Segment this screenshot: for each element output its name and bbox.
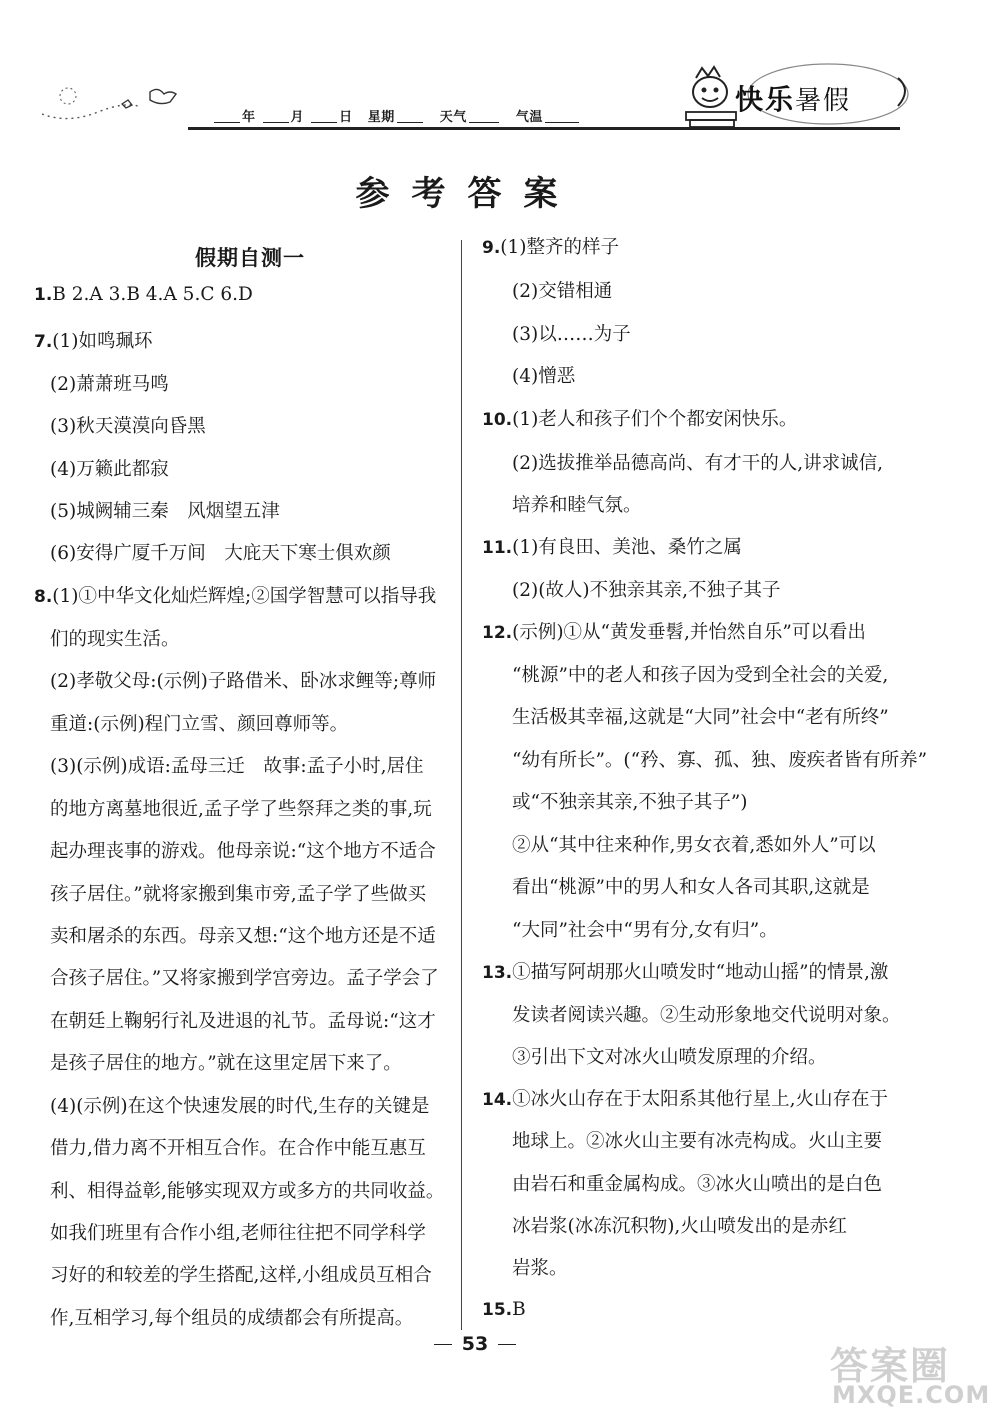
answer-line xyxy=(50,412,206,438)
answer-line xyxy=(34,582,436,608)
answer-text: 培养和睦气氛。 xyxy=(512,495,642,516)
question-number: 11. xyxy=(482,538,513,558)
answer-line xyxy=(50,837,436,863)
answer-text: (3)以……为子 xyxy=(512,324,631,345)
weekday-label: 星期 xyxy=(367,110,395,125)
answer-text: 借力,借力离不开相互合作。在合作中能互惠互 xyxy=(50,1138,426,1159)
logo-text xyxy=(735,78,851,118)
answer-line xyxy=(512,320,631,346)
answer-line xyxy=(482,1299,526,1320)
answer-text: 岩浆。 xyxy=(512,1258,568,1279)
question-number: 10. xyxy=(482,410,513,430)
answer-text: 或“不独亲其亲,不独子其子”) xyxy=(512,792,748,813)
answer-text: 利、相得益彰,能够实现双方或多方的共同收益。 xyxy=(50,1181,445,1202)
question-number: 12. xyxy=(482,623,513,643)
answer-line xyxy=(512,362,575,388)
answer-line xyxy=(50,1304,413,1330)
answer-line xyxy=(50,1219,426,1245)
answer-line xyxy=(482,405,797,431)
answer-text: B 2.A 3.B 4.A 5.C 6.D xyxy=(52,284,253,305)
answer-text: 地球上。②冰火山主要有冰壳构成。火山主要 xyxy=(512,1131,883,1152)
answer-line xyxy=(50,964,439,990)
answer-line xyxy=(50,1049,402,1075)
question-number: 7. xyxy=(34,332,53,352)
answer-text: (3)(示例)成语:孟母三迁 故事:孟子小时,居住 xyxy=(50,756,424,777)
answer-line xyxy=(50,880,426,906)
answer-text: “桃源”中的老人和孩子因为受到全社会的关爱, xyxy=(512,665,889,686)
answer-line xyxy=(50,752,424,778)
answer-text: 孩子居住。”就将家搬到集市旁,孟子学了些做买 xyxy=(50,884,427,905)
answer-text: (1)老人和孩子们个个都安闲快乐。 xyxy=(512,409,798,430)
answer-line xyxy=(512,1001,901,1027)
logo-summer-text: 暑假 xyxy=(795,86,852,116)
answer-line xyxy=(512,576,781,602)
question-number: 8. xyxy=(34,587,53,607)
answer-text: 发读者阅读兴趣。②生动形象地交代说明对象。 xyxy=(512,1005,901,1026)
answer-line xyxy=(50,1092,430,1118)
answer-line xyxy=(50,497,280,523)
answer-line xyxy=(512,1127,882,1153)
question-number: 9. xyxy=(482,238,501,258)
answer-text: (4)憎恶 xyxy=(512,366,576,387)
answer-line xyxy=(482,618,866,644)
answer-line xyxy=(482,233,619,259)
section-title: 假期自测一 xyxy=(195,246,305,270)
watermark-url: MXQE.COM xyxy=(832,1381,991,1409)
answer-text: ③引出下文对冰火山喷发原理的介绍。 xyxy=(512,1047,827,1068)
answer-text: (示例)①从“黄发垂髫,并怡然自乐”可以看出 xyxy=(512,622,866,643)
answer-line xyxy=(34,284,253,305)
answer-text: 如我们班里有合作小组,老师往往把不同学科学 xyxy=(50,1223,426,1244)
answer-line xyxy=(50,455,169,481)
column-divider xyxy=(461,240,462,1330)
answer-text: 合孩子居住。”又将家搬到学宫旁边。孟子学会了 xyxy=(50,968,439,989)
answer-text: (3)秋天漠漠向昏黑 xyxy=(50,416,206,437)
answer-line xyxy=(512,703,889,729)
answer-text: (4)(示例)在这个快速发展的时代,生存的关键是 xyxy=(50,1096,430,1117)
question-number: 1. xyxy=(34,285,53,305)
watermark xyxy=(820,1335,990,1415)
answer-line xyxy=(50,1007,436,1033)
year-label: 年 xyxy=(242,110,256,125)
answer-line xyxy=(512,831,876,857)
answer-line xyxy=(512,1212,847,1238)
answer-text: 冰岩浆(冰冻沉积物),火山喷发出的是赤红 xyxy=(512,1216,847,1237)
answer-text: (2)(故人)不独亲其亲,不独子其子 xyxy=(512,580,781,601)
question-number: 13. xyxy=(482,963,513,983)
answer-line xyxy=(482,533,742,559)
temperature-label: 气温 xyxy=(515,110,543,125)
answer-text: 生活极其幸福,这就是“大同”社会中“老有所终” xyxy=(512,707,889,728)
page-number xyxy=(0,1333,950,1355)
answer-text: (2)交错相通 xyxy=(512,281,613,302)
answer-text: ②从“其中往来种作,男女衣着,悉如外人”可以 xyxy=(512,835,876,856)
answer-line xyxy=(34,327,153,353)
answer-line xyxy=(50,539,391,565)
month-label: 月 xyxy=(290,110,305,125)
answer-text: (1)如鸣珮环 xyxy=(52,331,153,352)
weather-label: 天气 xyxy=(439,110,467,125)
dotted-flight-decoration-icon xyxy=(38,78,188,128)
answer-text: B xyxy=(512,1299,526,1320)
answer-text: (2)萧萧班马鸣 xyxy=(50,374,169,395)
page-number-value: 53 xyxy=(461,1333,489,1355)
answer-line xyxy=(50,710,348,736)
answer-line xyxy=(50,370,169,396)
answer-text: (1)有良田、美池、桑竹之属 xyxy=(512,537,742,558)
watermark-title: 答案圈 xyxy=(830,1344,951,1388)
answer-text: (2)选拔推举品德高尚、有才干的人,讲求诚信, xyxy=(512,453,883,474)
answer-text: ①冰火山存在于太阳系其他行星上,火山存在于 xyxy=(512,1089,889,1110)
answer-text: 由岩石和重金属构成。③冰火山喷出的是白色 xyxy=(512,1174,883,1195)
page-title: 参考答案 xyxy=(355,174,580,214)
day-label: 日 xyxy=(339,110,353,125)
answer-text: (5)城阙辅三秦 风烟望五津 xyxy=(50,501,280,522)
answer-line xyxy=(50,795,432,821)
answer-line xyxy=(482,1085,888,1111)
answer-line xyxy=(512,491,642,517)
answer-line xyxy=(50,1261,432,1287)
answer-line xyxy=(482,958,888,984)
answer-text: 重道:(示例)程门立雪、颜回尊师等。 xyxy=(50,714,349,735)
page-header xyxy=(0,0,1000,140)
answer-line xyxy=(50,1134,426,1160)
answer-line xyxy=(512,661,888,687)
answer-line xyxy=(512,1254,568,1280)
answer-text: (2)孝敬父母:(示例)子路借米、卧冰求鲤等;尊师 xyxy=(50,671,437,692)
answer-line xyxy=(512,449,883,475)
answer-line xyxy=(512,1043,827,1069)
answer-text: (1)①中华文化灿烂辉煌;②国学智慧可以指导我 xyxy=(52,586,437,607)
answer-text: “大同”社会中“男有分,女有归”。 xyxy=(512,920,778,941)
answer-text: 们的现实生活。 xyxy=(50,629,180,650)
answer-text: 作,互相学习,每个组员的成绩都会有所提高。 xyxy=(50,1308,414,1329)
answer-text: “幼有所长”。(“矜、寡、孤、独、废疾者皆有所养” xyxy=(512,750,928,771)
answer-line xyxy=(512,746,927,772)
answer-line xyxy=(50,667,436,693)
answer-text: ①描写阿胡那火山喷发时“地动山摇”的情景,激 xyxy=(512,962,889,983)
answer-text: 在朝廷上鞠躬行礼及进退的礼节。孟母说:“这才 xyxy=(50,1011,436,1032)
answer-text: 看出“桃源”中的男人和女人各司其职,这就是 xyxy=(512,877,870,898)
answer-text: 是孩子居住的地方。”就在这里定居下来了。 xyxy=(50,1053,402,1074)
answer-line xyxy=(512,916,778,942)
answer-line xyxy=(50,922,436,948)
answer-line xyxy=(512,873,870,899)
answer-line xyxy=(512,1170,882,1196)
date-weather-line xyxy=(212,106,581,125)
answer-line xyxy=(50,625,180,651)
answer-text: 的地方离墓地很近,孟子学了些祭拜之类的事,玩 xyxy=(50,799,432,820)
answer-line xyxy=(512,277,612,303)
answer-text: (4)万籁此都寂 xyxy=(50,459,169,480)
question-number: 14. xyxy=(482,1090,513,1110)
question-number: 15. xyxy=(482,1300,513,1320)
answer-text: 习好的和较差的学生搭配,这样,小组成员互相合 xyxy=(50,1265,432,1286)
answer-text: 起办理丧事的游戏。他母亲说:“这个地方不适合 xyxy=(50,841,436,862)
answer-text: 卖和屠杀的东西。母亲又想:“这个地方还是不适 xyxy=(50,926,436,947)
answer-text: (6)安得广厦千万间 大庇天下寒士俱欢颜 xyxy=(50,543,391,564)
answer-line xyxy=(50,1177,444,1203)
answer-text: (1)整齐的样子 xyxy=(500,237,620,258)
logo-happy-text: 快乐 xyxy=(735,83,796,116)
answer-line xyxy=(512,788,748,814)
